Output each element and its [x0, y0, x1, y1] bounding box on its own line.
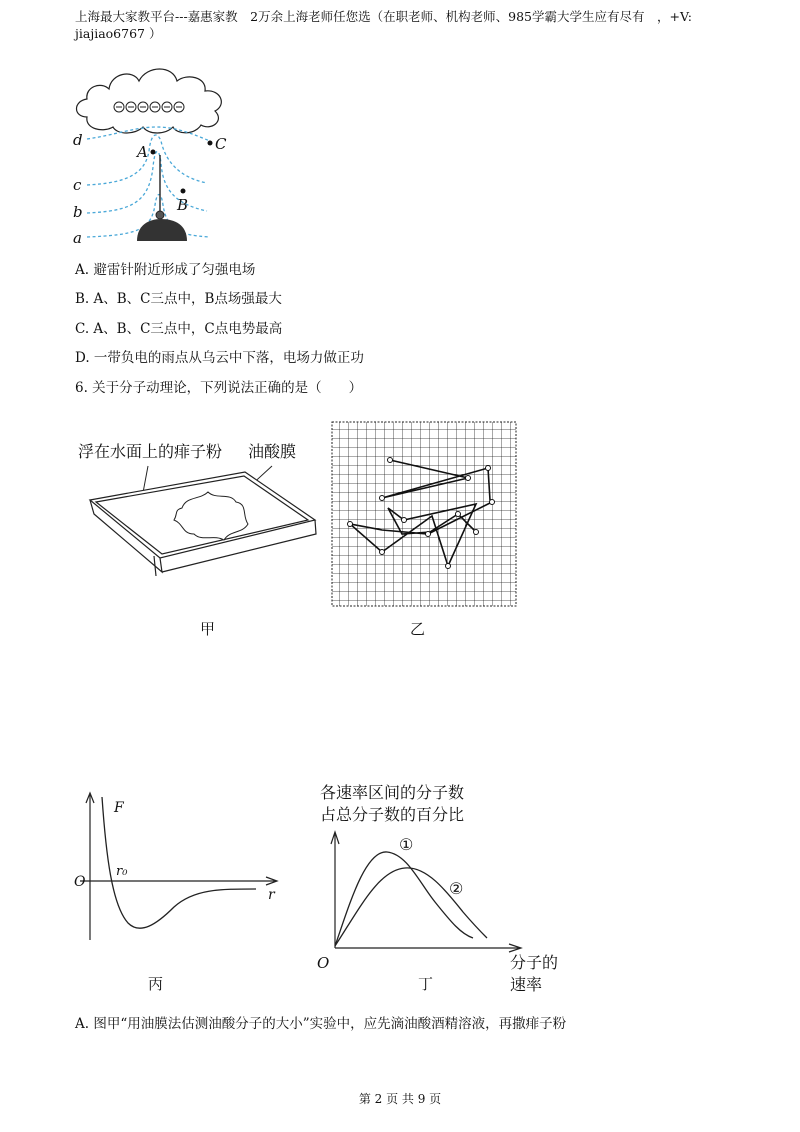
force-curve: [102, 797, 256, 928]
axis-label-F: F: [114, 800, 124, 816]
speed-distribution-title: [320, 782, 464, 826]
q5-option-a: A. 避雷针附近形成了匀强电场: [75, 262, 256, 278]
oil-film-tray-figure: [70, 430, 330, 590]
origin-label-bing: O: [74, 874, 86, 890]
origin-label-ding: O: [317, 954, 330, 972]
label-C: C: [215, 135, 227, 153]
point-C: [208, 141, 213, 146]
lightning-rod-figure: [65, 55, 245, 245]
page-footer: 第 2 页 共 9 页: [358, 1092, 442, 1106]
x-label-line-1: 分子的: [510, 953, 559, 972]
label-B: B: [177, 196, 189, 214]
x-label-line-2: 速率: [510, 975, 543, 994]
label-b: b: [73, 203, 83, 221]
point-A: [151, 150, 156, 155]
header-line-1: 上海最大家教平台---嘉惠家教 2万余上海老师任您选（在职老师、机构老师、985学霸大学生应有尽有 ，+V:: [75, 9, 692, 24]
equipotential-lines: [87, 127, 210, 237]
page-header: [75, 8, 755, 42]
title-line-1: 各速率区间的分子数: [320, 783, 465, 802]
label-A: A: [137, 143, 148, 161]
caption-bing: 丙: [148, 975, 164, 993]
caption-jia: 甲: [200, 620, 216, 638]
cloud-shape: [77, 69, 222, 133]
label-powder: 浮在水面上的痱子粉: [78, 442, 223, 461]
q6-option-a: A. 图甲“用油膜法估测油酸分子的大小”实验中，应先滴油酸酒精溶液，再撒痱子粉: [75, 1016, 567, 1032]
curve-2-label: ②: [449, 879, 464, 898]
brownian-motion-figure: [330, 420, 518, 608]
label-a: a: [73, 229, 82, 245]
q5-option-b: B. A、B、C三点中，B点场强最大: [75, 291, 282, 307]
q5-option-d: D. 一带负电的雨点从乌云中下落，电场力做正功: [75, 350, 364, 366]
speed-distribution-graph: [315, 826, 530, 976]
curve-2: [335, 868, 487, 946]
point-B: [181, 189, 186, 194]
rod-ball: [156, 211, 164, 219]
title-line-2: 占总分子数的百分比: [320, 805, 465, 824]
q6-stem: 6. 关于分子动理论，下列说法正确的是（ ）: [75, 380, 363, 396]
caption-yi: 乙: [410, 620, 426, 638]
label-d: d: [73, 131, 83, 149]
label-c: c: [73, 176, 82, 194]
speed-axis-label: [510, 952, 558, 996]
grid-background: [332, 422, 516, 606]
axis-label-r: r: [268, 887, 275, 903]
building-dome: [137, 219, 187, 241]
q5-option-c: C. A、B、C三点中，C点电势最高: [75, 321, 283, 337]
caption-ding: 丁: [418, 975, 434, 993]
label-r0: r₀: [116, 864, 128, 879]
header-line-2: jiajiao6767 ）: [75, 26, 162, 41]
curve-1-label: ①: [399, 835, 414, 854]
label-oil-film: 油酸膜: [248, 442, 297, 461]
force-distance-graph: [70, 785, 290, 945]
